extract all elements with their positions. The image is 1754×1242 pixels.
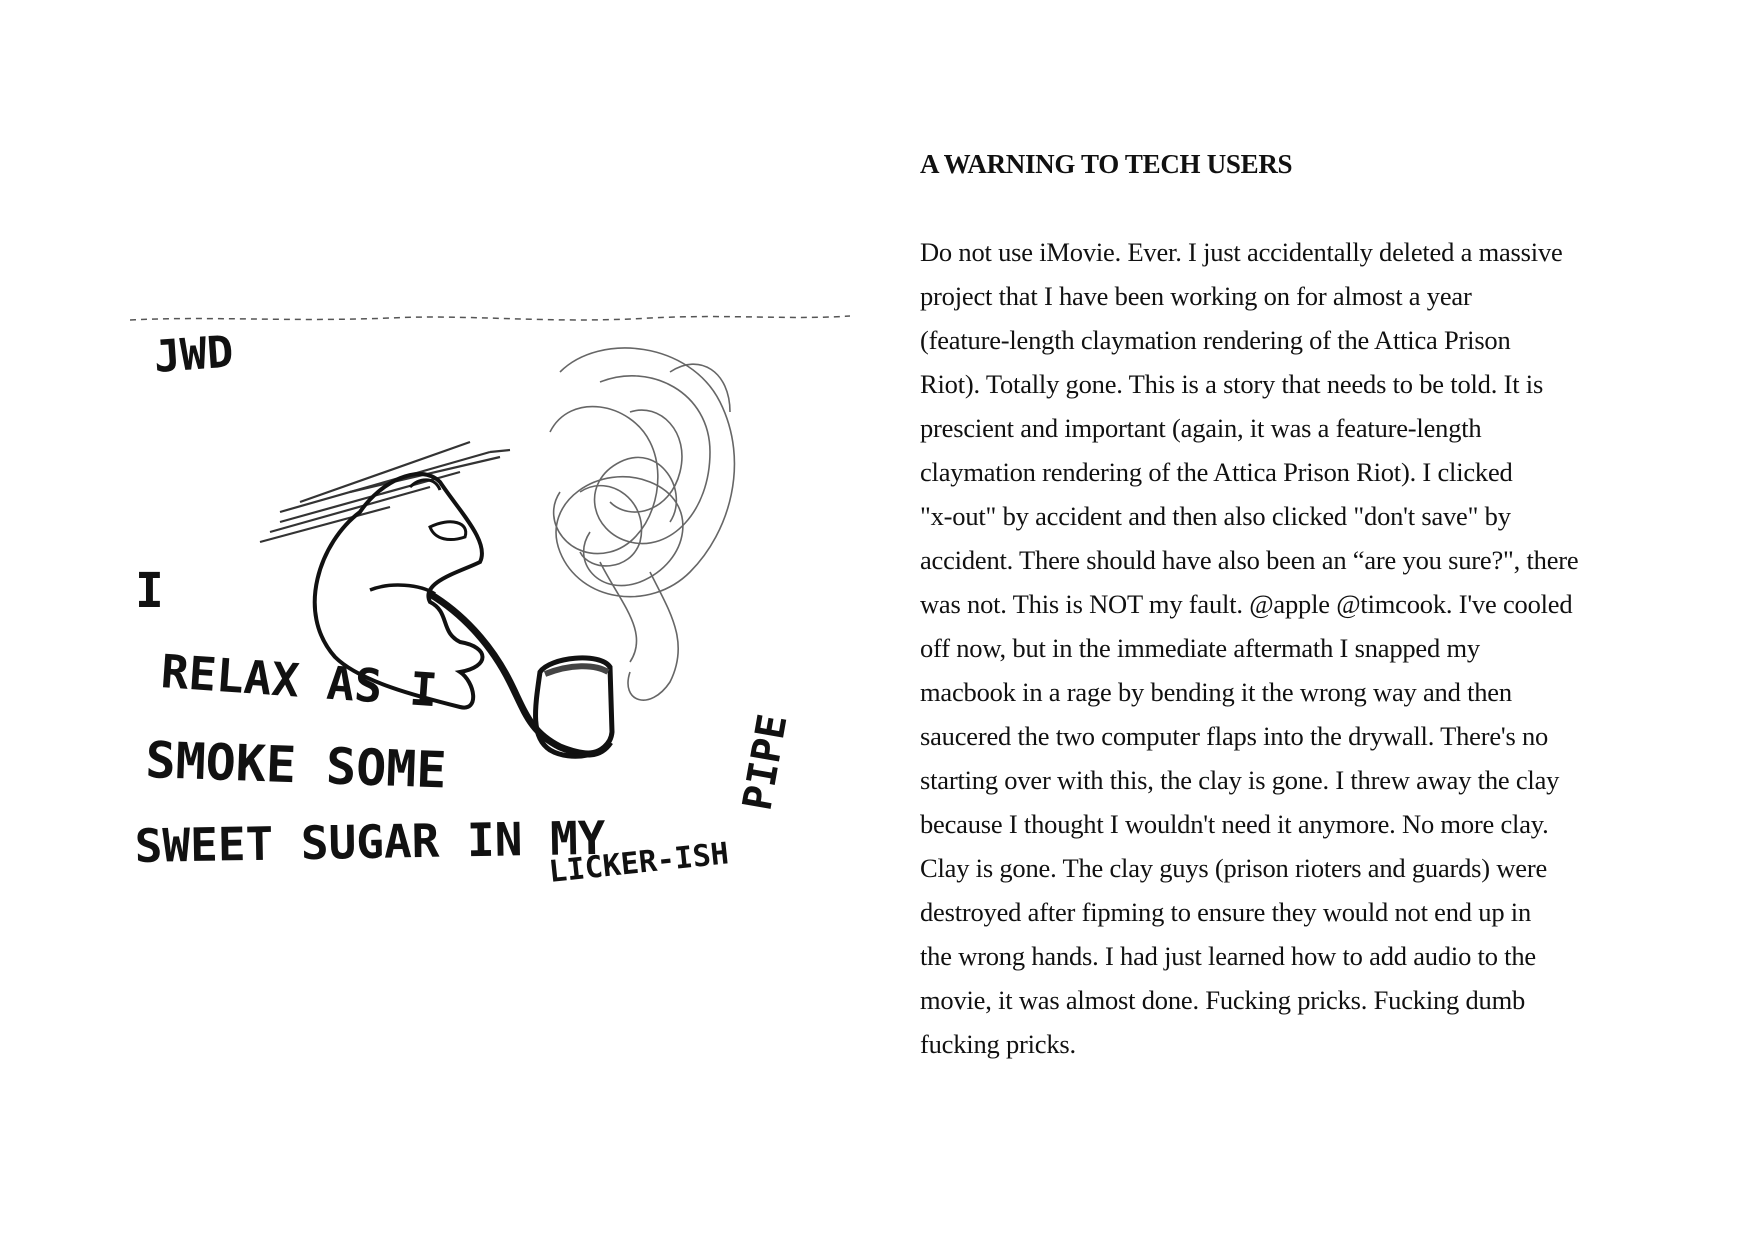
paper-edge (130, 316, 850, 320)
signature: JWD (152, 326, 236, 383)
pipe-stem (430, 594, 610, 754)
nose-mark (430, 522, 466, 540)
body-line: claymation rendering of the Attica Prison Riot). I clicked (920, 457, 1513, 488)
body-line: because I thought I wouldn't need it anymore. No more clay. (920, 809, 1549, 840)
body-line: (feature-length claymation rendering of the Attica Prison (920, 325, 1511, 356)
body-line: prescient and important (again, it was a feature-length (920, 413, 1482, 444)
body-line: macbook in a rage by bending it the wrong way and then (920, 677, 1512, 708)
caption-line-2: RELAX AS I (159, 644, 440, 718)
body-line: was not. This is NOT my fault. @apple @timcook. I've cooled (920, 589, 1573, 620)
body-line: starting over with this, the clay is gone. I threw away the clay (920, 765, 1560, 796)
caption-line-5: LICKER-ISH (547, 836, 731, 890)
body-line: fucking pricks. (920, 1029, 1076, 1060)
caption-line-3: SMOKE SOME (144, 731, 448, 800)
body-line: Clay is gone. The clay guys (prison rioters and guards) were (920, 853, 1548, 884)
mouth-mark (370, 585, 435, 594)
body-line: movie, it was almost done. Fucking pricks. Fucking dumb (920, 985, 1526, 1016)
pipe-smoker-sketch (130, 312, 850, 932)
body-line: "x-out" by accident and then also clicked "don't save" by (920, 501, 1511, 532)
body-line: Riot). Totally gone. This is a story that needs to be told. It is (920, 369, 1544, 400)
caption-line-1: I (135, 563, 164, 619)
caption-line-4: SWEET SUGAR IN MY (134, 810, 606, 873)
body-line: Do not use iMovie. Ever. I just accidentally deleted a massive (920, 237, 1563, 268)
body-line: destroyed after fipming to ensure they would not end up in (920, 897, 1532, 928)
body-line: project that I have been working on for almost a year (920, 281, 1472, 312)
body-line: saucered the two computer flaps into the drywall. There's no (920, 721, 1549, 752)
body-line: the wrong hands. I had just learned how to add audio to the (920, 941, 1536, 972)
body-line: off now, but in the immediate aftermath I snapped my (920, 633, 1480, 664)
body-line: accident. There should have also been an “are you sure?", there (920, 545, 1579, 576)
article-body (920, 230, 1620, 1066)
article-title: A WARNING TO TECH USERS (920, 149, 1293, 179)
hand-drawn-illustration (130, 312, 850, 932)
article (920, 148, 1620, 1066)
pipe-bowl-rim (545, 666, 608, 674)
hand-lettering (134, 327, 796, 890)
caption-line-6: PIPE (734, 710, 797, 814)
smoke-scribble (550, 348, 734, 700)
